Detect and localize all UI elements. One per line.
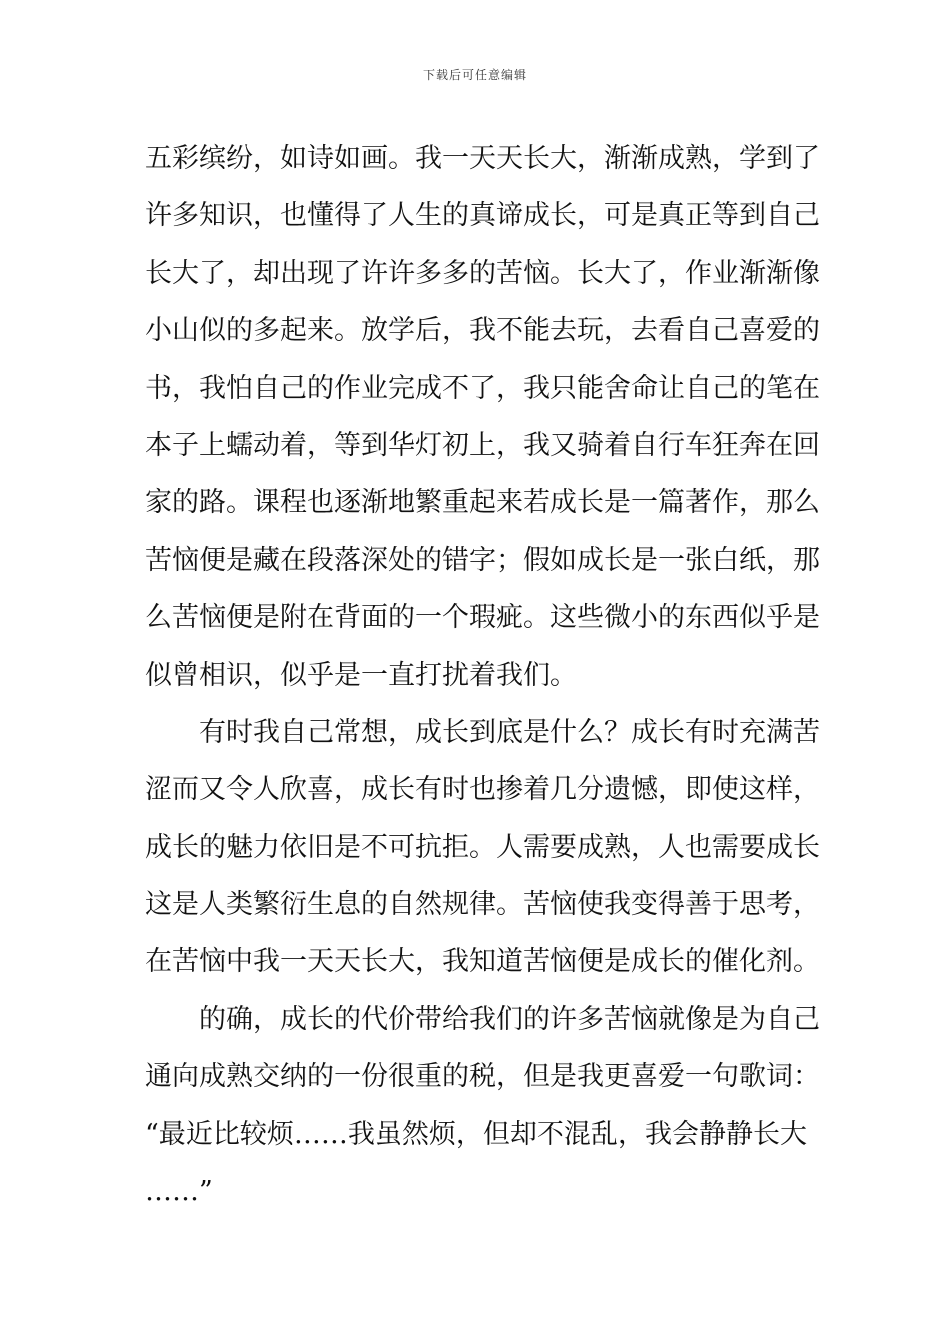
text-line: 书，我怕自己的作业完成不了，我只能舍命让自己的笔在: [145, 372, 820, 404]
text-line: 在苦恼中我一天天长大，我知道苦恼便是成长的催化剂。: [145, 946, 820, 978]
text-line: 长大了，却出现了许许多多的苦恼。长大了，作业渐渐像: [145, 257, 820, 289]
text-line: 家的路。课程也逐渐地繁重起来若成长是一篇著作，那么: [145, 487, 820, 519]
text-line: 五彩缤纷，如诗如画。我一天天长大，渐渐成熟，学到了: [145, 143, 820, 174]
text-line: “最近比较烦……我虽然烦，但却不混乱，我会静静长大: [145, 1118, 807, 1150]
body-text: [145, 130, 820, 1220]
text-line: 有时我自己常想，成长到底是什么？成长有时充满苦: [199, 716, 820, 748]
text-line: 小山似的多起来。放学后，我不能去玩，去看自己喜爱的: [145, 315, 820, 347]
header-note: 下载后可任意编辑: [422, 68, 527, 82]
text-line: 成长的魅力依旧是不可抗拒。人需要成熟，人也需要成长: [145, 831, 820, 863]
text-line: 似曾相识，似乎是一直打扰着我们。: [145, 659, 577, 691]
text-line: 许多知识，也懂得了人生的真谛成长，可是真正等到自己: [145, 200, 820, 232]
text-line: 么苦恼便是附在背面的一个瑕疵。这些微小的东西似乎是: [145, 602, 820, 634]
text-line: ……”: [145, 1176, 213, 1208]
text-line: 涩而又令人欣喜，成长有时也掺着几分遗憾，即使这样，: [145, 774, 820, 806]
text-line: 通向成熟交纳的一份很重的税，但是我更喜爱一句歌词：: [145, 1061, 820, 1093]
text-line: 苦恼便是藏在段落深处的错字；假如成长是一张白纸，那: [145, 544, 820, 576]
text-line: 这是人类繁衍生息的自然规律。苦恼使我变得善于思考，: [145, 889, 820, 921]
text-line: 本子上蠕动着，等到华灯初上，我又骑着自行车狂奔在回: [145, 429, 820, 461]
text-line: 的确，成长的代价带给我们的许多苦恼就像是为自己: [199, 1003, 820, 1035]
